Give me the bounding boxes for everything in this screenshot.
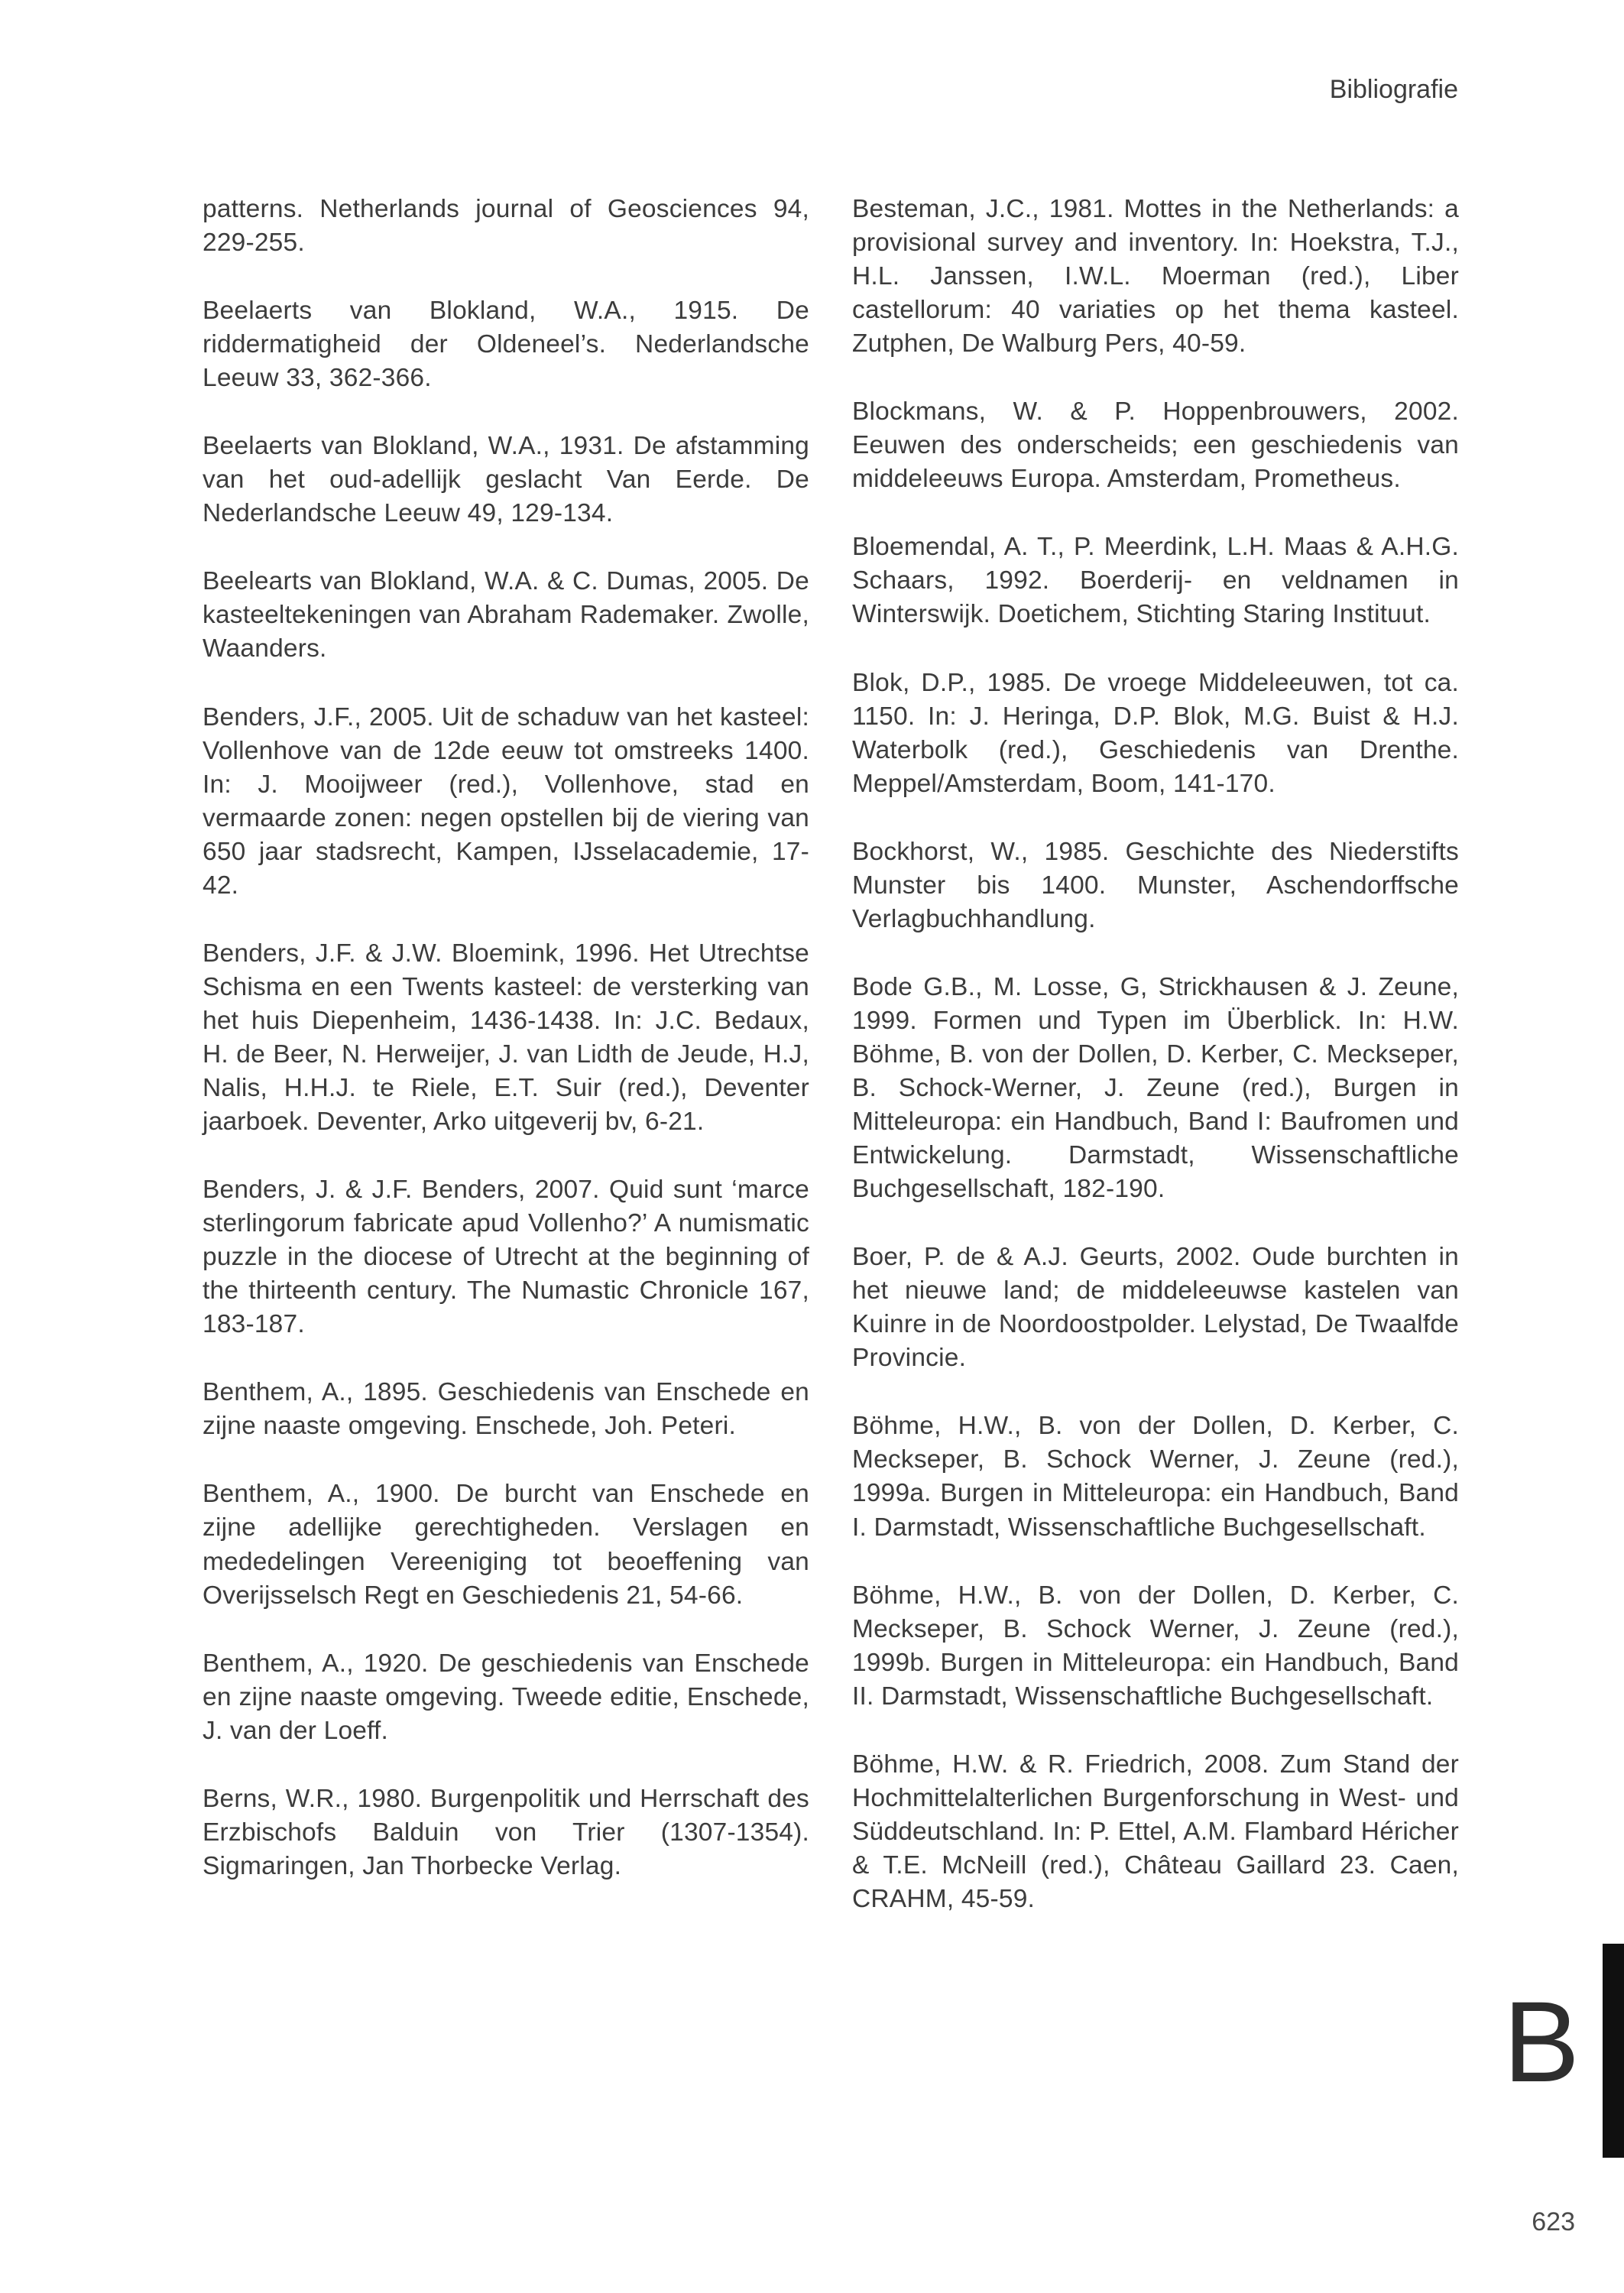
bibliography-entry: Berns, W.R., 1980. Burgenpolitik und Herrschaft des Erzbischofs Balduin von Trier (1307-1354). Sigmaringen, Jan Thorbecke Verlag. (203, 1784, 809, 1880)
bibliography-entry: Benthem, A., 1895. Geschiedenis van Enschede en zijne naaste omgeving. Enschede, Joh. Peteri. (203, 1378, 809, 1441)
bibliography-entry: Benthem, A., 1920. De geschiedenis van Enschede en zijne naaste omgeving. Tweede editie, Enschede, J. van der Loeff. (203, 1649, 809, 1745)
bibliography-entry: Besteman, J.C., 1981. Mottes in the Netherlands: a provisional survey and inventory. In: Hoekstra, T.J., H.L. Janssen, I.W.L. Moerman (red.), Liber castellorum: 40 variaties op het thema kasteel. Zutphen, De Walburg Pers, 40-59. (852, 195, 1459, 358)
bibliography-entry: Boer, P. de & A.J. Geurts, 2002. Oude burchten in het nieuwe land; de middeleeuwse kastelen van Kuinre in de Noordoostpolder. Lelystad, De Twaalfde Provincie. (852, 1243, 1459, 1373)
bibliography-entry: Beelaerts van Blokland, W.A., 1931. De afstamming van het oud-adellijk geslacht Van Eerde. De Nederlandsche Leeuw 49, 129-134. (203, 432, 809, 528)
right-column (852, 193, 1459, 1916)
bibliography-entry: Benders, J. & J.F. Benders, 2007. Quid sunt ‘marce sterlingorum fabricate apud Vollenho?’ A numismatic puzzle in the diocese of Utrecht at the beginning of the thirteenth century. The Numastic Chronicle 167, 183-187. (203, 1176, 809, 1339)
running-header: Bibliografie (1329, 75, 1458, 104)
bibliography-entry: Beelaerts van Blokland, W.A., 1915. De riddermatigheid der Oldeneel’s. Nederlandsche Leeuw 33, 362-366. (203, 297, 809, 393)
section-letter: B (1502, 1977, 1580, 2106)
bibliography-entry: Bode G.B., M. Losse, G, Strickhausen & J. Zeune, 1999. Formen und Typen im Überblick. In: H.W. Böhme, B. von der Dollen, D. Kerber, C. Meckseper, B. Schock-Werner, J. Zeune (red.), Burgen in Mitteleuropa: ein Handbuch, Band I: Baufromen und Entwickelung. Darmstadt, Wissenschaftliche Buchgesellschaft, 182-190. (852, 972, 1459, 1204)
section-tab-bar (1603, 1944, 1624, 2158)
bibliography-entry: Bockhorst, W., 1985. Geschichte des Niederstifts Munster bis 1400. Munster, Aschendorffsche Verlagbuchhandlung. (852, 837, 1459, 933)
bibliography-entry: Beelearts van Blokland, W.A. & C. Dumas, 2005. De kasteeltekeningen van Abraham Rademaker. Zwolle, Waanders. (203, 567, 809, 663)
bibliography-entry: patterns. Netherlands journal of Geosciences 94, 229-255. (203, 195, 809, 258)
bibliography-entry: Blok, D.P., 1985. De vroege Middeleeuwen, tot ca. 1150. In: J. Heringa, D.P. Blok, M.G. Buist & H.J. Waterbolk (red.), Geschiedenis van Drenthe. Meppel/Amsterdam, Boom, 141-170. (852, 668, 1459, 798)
left-column (203, 193, 809, 1916)
content-columns (203, 193, 1460, 1916)
bibliography-entry: Blockmans, W. & P. Hoppenbrouwers, 2002. Eeuwen des onderscheids; een geschiedenis van middeleeuws Europa. Amsterdam, Prometheus. (852, 397, 1459, 494)
page-number: 623 (1532, 2207, 1575, 2236)
bibliography-entry: Benders, J.F., 2005. Uit de schaduw van het kasteel: Vollenhove van de 12de eeuw tot omstreeks 1400. In: J. Mooijweer (red.), Vollenhove, stad en vermaarde zonen: negen opstellen bij de viering van 650 jaar stadsrecht, Kampen, IJsselacademie, 17-42. (203, 702, 809, 900)
bibliography-entry: Böhme, H.W. & R. Friedrich, 2008. Zum Stand der Hochmittelalterlichen Burgenforschung in West- und Süddeutschland. In: P. Ettel, A.M. Flambard Héricher & T.E. McNeill (red.), Château Gaillard 23. Caen, CRAHM, 45-59. (852, 1750, 1459, 1913)
bibliography-entry: Böhme, H.W., B. von der Dollen, D. Kerber, C. Meckseper, B. Schock Werner, J. Zeune (red.), 1999a. Burgen in Mitteleuropa: ein Handbuch, Band I. Darmstadt, Wissenschaftliche Buchgesellschaft. (852, 1412, 1459, 1542)
bibliography-entry: Benders, J.F. & J.W. Bloemink, 1996. Het Utrechtse Schisma en een Twents kasteel: de versterking van het huis Diepenheim, 1436-1438. In: J.C. Bedaux, H. de Beer, N. Herweijer, J. van Lidth de Jeude, H.J, Nalis, H.H.J. te Riele, E.T. Suir (red.), Deventer jaarboek. Deventer, Arko uitgeverij bv, 6-21. (203, 939, 809, 1137)
bibliography-entry: Bloemendal, A. T., P. Meerdink, L.H. Maas & A.H.G. Schaars, 1992. Boerderij- en veldnamen in Winterswijk. Doetichem, Stichting Staring Instituut. (852, 533, 1459, 629)
bibliography-entry: Benthem, A., 1900. De burcht van Enschede en zijne adellijke gerechtigheden. Verslagen en mededelingen Vereeniging tot beoeffening van Overijsselsch Regt en Geschiedenis 21, 54-66. (203, 1480, 809, 1610)
bibliography-entry: Böhme, H.W., B. von der Dollen, D. Kerber, C. Meckseper, B. Schock Werner, J. Zeune (red.), 1999b. Burgen in Mitteleuropa: ein Handbuch, Band II. Darmstadt, Wissenschaftliche Buchgesellschaft. (852, 1581, 1459, 1711)
